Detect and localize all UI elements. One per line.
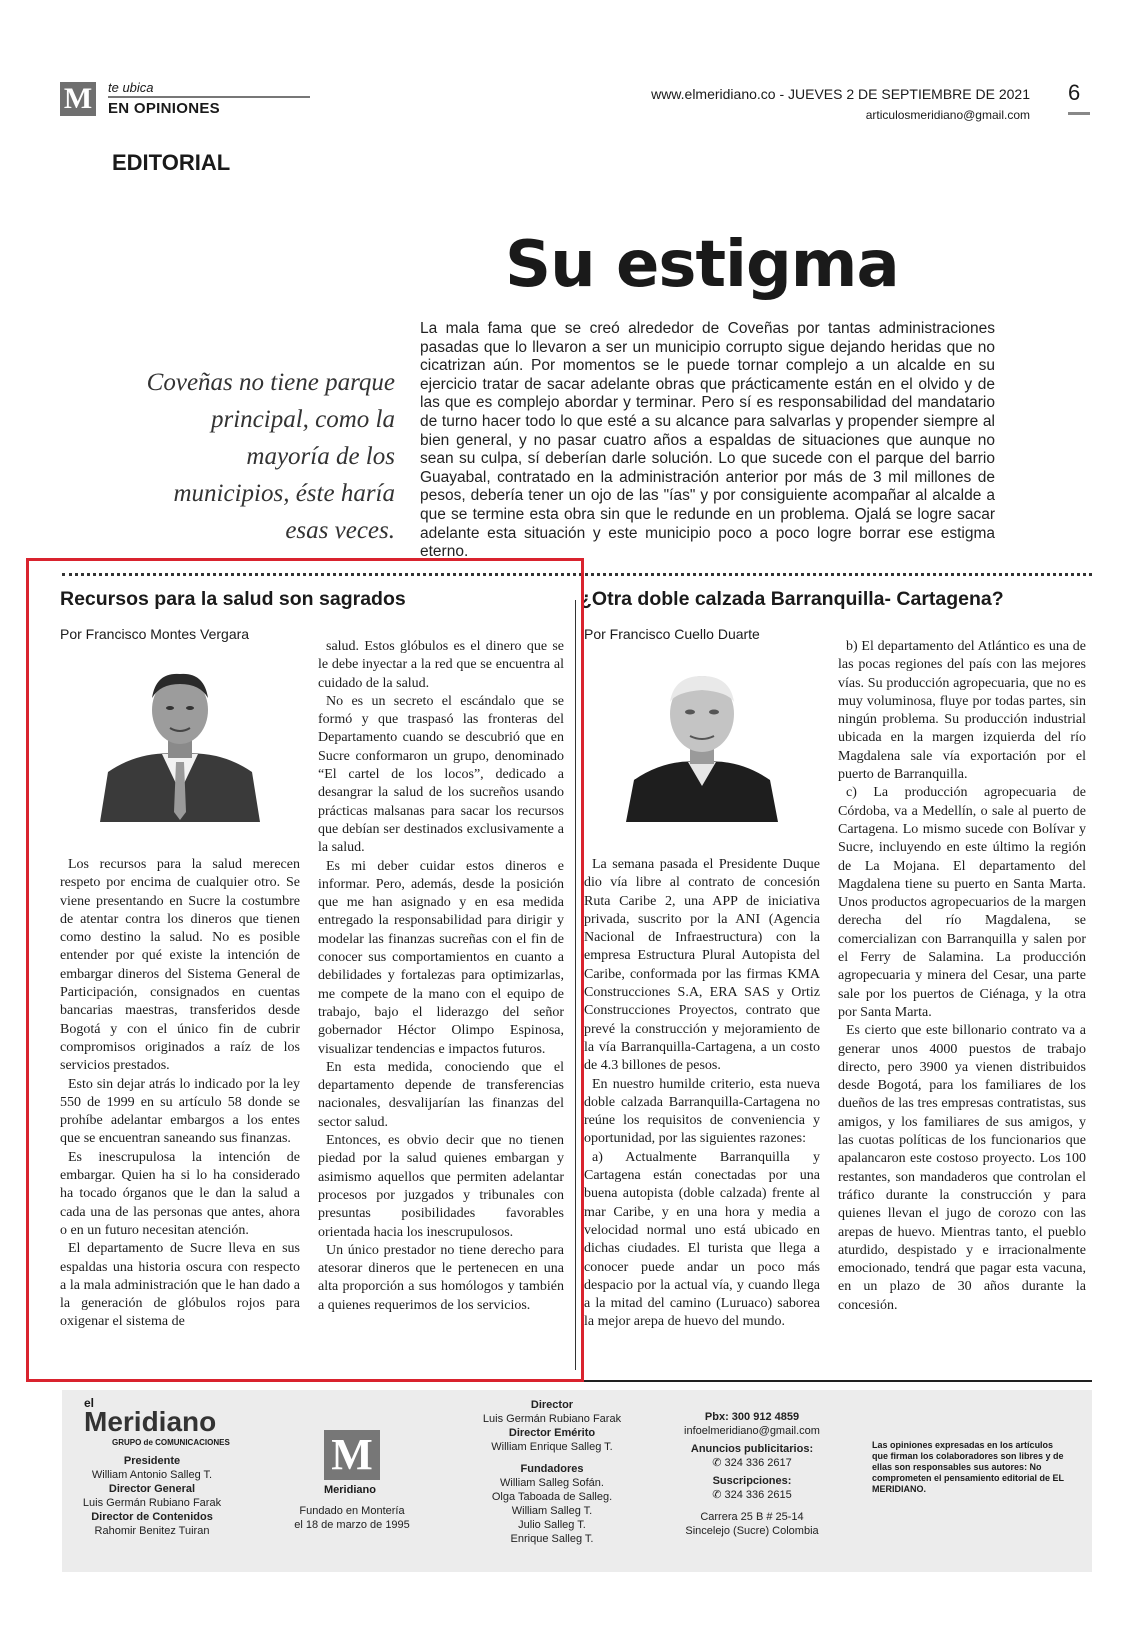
page-number: 6 (1068, 80, 1081, 105)
fundadores-label: Fundadores (520, 1463, 584, 1475)
meridiano-logo-icon: M (324, 1430, 380, 1480)
paragraph: En nuestro humilde criterio, esta nueva doble calzada Barranquilla-Cartagena no reúne los requisitos de conveniencia y oportunidad, por las siguientes razones: (584, 1076, 820, 1147)
paragraph: Es inescrupulosa la intención de embargar. Quien ha si lo ha considerado ha tocado órganos que le dan la salud a cada una de las personas que antes, ahora o en un futuro necesitan atención. (60, 1149, 300, 1238)
address-line1: Carrera 25 B # 25-14 (700, 1511, 804, 1523)
article2-title: ¿Otra doble calzada Barranquilla- Cartagena? (580, 588, 1004, 610)
pbx: Pbx: 300 912 4859 (704, 1411, 800, 1423)
header-rule (108, 96, 310, 98)
article1-title: Recursos para la salud son sagrados (60, 588, 406, 610)
paragraph: No es un secreto el escándalo que se formó y que traspasó las fronteras del Departamento cuando se descubrió que en Sucre conformaron un grupo, denominado “El cartel de los locos”, dedicado a desangrar la salud de los sucreños usando prácticas malsanas para sacar los recursos que debían ser destinados exclusivamente a la salud. (318, 693, 564, 856)
director-general-name: Luis Germán Rubiano Farak (82, 1497, 222, 1509)
contact-info (667, 1410, 837, 1538)
paragraph: El departamento de Sucre lleva en sus espaldas una historia oscura con respecto a la mala administración que le han dado a la generación de glóbulos rojos para oxigenar el sistema de (60, 1241, 300, 1330)
paragraph: Es cierto que este billonario contrato va a generar unos 4000 puestos de trabajo directo, pero 3900 ya vienen distribuidos desde Bogotá, para los familiares de los dueños de las tres empresas contratistas, sus amigos, y los familiares de sus amigos, y las cuotas políticas de los funcionarios que apalancaron este costoso proyecto. Los 100 restantes, son mandaderos que controlan el tráfico durante la construcción y para quienes llevan el jugo de corozo con las arepas de huevo. Mientras tanto, el pueblo aturdido, despistado y e irracionalmente emocionado, tendrá que pagar esta vacuna, en un plazo de 30 años durante la concesión. (838, 1023, 1086, 1313)
address-line2: Sincelejo (Sucre) Colombia (685, 1525, 819, 1537)
presidente-label: Presidente (123, 1455, 181, 1467)
director-contenidos-name: Rahomir Benitez Tuiran (94, 1525, 210, 1537)
section-logo-icon: M (60, 82, 96, 116)
masthead-left (62, 1454, 242, 1538)
site-date: www.elmeridiano.co - JUEVES 2 DE SEPTIEMBRE DE 2021 (651, 86, 1030, 102)
director-general-label: Director General (108, 1483, 196, 1495)
footer (62, 1390, 1092, 1572)
director-emerito-label: Director Emérito (508, 1427, 596, 1439)
fundador: Olga Taboada de Salleg. (491, 1491, 613, 1503)
fundado-date: el 18 de marzo de 1995 (294, 1519, 410, 1531)
article2-byline: Por Francisco Cuello Duarte (584, 626, 760, 642)
article1-byline: Por Francisco Montes Vergara (60, 626, 250, 642)
disclaimer: Las opiniones expresadas en los artículos que firman los colaboradores son libres y de ellas son responsables sus autores: No comprometen el pensamiento editorial de EL MERIDIANO. (872, 1440, 1064, 1494)
masthead-center (472, 1398, 632, 1546)
paragraph: Los recursos para la salud merecen respeto por encima de cualquier otro. Se viene presentando en Sucre la costumbre de atentar contra los dineros que tienen como destino la salud. No es posible entender por qué existe la intención de embargar dineros del Sistema General de Participación, consignados en cuentas bancarias maestras, transferidos desde Bogotá y con el único fin de cubrir compromisos originados a raíz de los servicios prestados. (60, 857, 300, 1074)
fundador: Enrique Salleg T. (510, 1533, 594, 1545)
suscripciones-phone: 324 336 2615 (724, 1489, 792, 1501)
header-email: articulosmeridiano@gmail.com (865, 108, 1030, 122)
paragraph: Es mi deber cuidar estos dineros e informar. Pero, además, desde la posición que me han asignado y en esa medida entregado la responsabilidad para dirigir y modelar las finanzas sucreñas con el fin de conocer sus comportamientos en cuanto a debilidades y fortalezas para optimizarlas, me compete de la mano con el equipo de trabajo, bajo el liderazgo del señor gobernador Héctor Olimpo Espinosa, visualizar tendencias e impactos futuros. (318, 858, 564, 1057)
section-name: EN OPINIONES (108, 100, 220, 117)
anuncios-phone: 324 336 2617 (724, 1457, 792, 1469)
editorial-title: Su estigma (505, 228, 899, 302)
fundador: William Salleg Sofán. (500, 1477, 604, 1489)
fundador: Julio Salleg T. (518, 1519, 586, 1531)
whatsapp-icon: ✆ (712, 1489, 722, 1501)
fundador: William Salleg T. (511, 1505, 593, 1517)
paragraph: Entonces, es obvio decir que no tienen piedad por la salud quienes embargan y asimismo aquellos que permiten adelantar procesos por juzgados y tribunales con presuntas posibilidades favorables orientada hacia los inescrupulosos. (318, 1133, 564, 1240)
paragraph: La semana pasada el Presidente Duque dio vía libre al contrato de concesión Ruta Caribe 2, una APP de iniciativa privada, suscrito por la ANI (Agencia Nacional de Infraestructura) con la empresa Estructura Plural Autopista del Caribe, conformada por las firmas KMA Construcciones S.A, ERA SAS y Ortiz Construcciones Proyectos, contrato que prevé la construcción y mejoramiento de la vía Barranquilla-Cartagena, a un costo de 4.3 billones de pesos. (584, 857, 820, 1074)
editorial-body: La mala fama que se creó alrededor de Coveñas por tantas administraciones pasadas que lo llevaron a ser un municipio corrupto sigue dejando heridas que no cicatrizan aún. Por momentos se le puede tornar complejo a un alcalde en su ejercicio tratar de sacar adelante obras que prácticamente están en el olvido y de las que es complejo abordar y terminar. Pero sí es responsabilidad del mandatario de turno hacer todo lo que esté a su alcance para salvarlas y propender siempre al bien general, y no pasar cuatro años a espaldas de situaciones que aunque no sean su culpa, sí deberían darle solución. Lo que sucede con el parque del barrio Guayabal, contratado en la administración anterior por más de 3 mil millones de pesos, debería tener un ojo de las "ías" y por consiguiente acompañar al alcalde a que se termine esta obra sin que le redunde en un problema. Ojalá se logre sacar adelante esta situación y este municipio poco a poco logre borrar ese estigma eterno. (420, 320, 995, 561)
director-contenidos-label: Director de Contenidos (91, 1511, 213, 1523)
highlight-box (26, 558, 584, 1382)
article2-column1 (584, 856, 820, 1332)
director-emerito-name: William Enrique Salleg T. (491, 1441, 613, 1453)
section-editorial-label: EDITORIAL (112, 150, 231, 175)
paragraph: En esta medida, conociendo que el departamento depende de transferencias nacionales, desvalijarían las finanzas del sector salud. (318, 1059, 564, 1130)
editorial-quote: Coveñas no tiene parque principal, como la mayoría de los municipios, éste haría esas veces. (146, 369, 395, 544)
anuncios-label: Anuncios publicitarios: (690, 1443, 814, 1455)
paragraph: b) El departamento del Atlántico es una de las pocas regiones del país con las mejores vías. Su producción agropecuaria, que no es muy voluminosa, fluye por todas partes, sin ningún problema. Su producción industrial ubicada en la margen izquierda del río Magdalena sale vía exportación por el puerto de Barranquilla. (838, 639, 1086, 783)
paragraph: salud. Estos glóbulos es el dinero que se le debe inyectar a la red que se encuentra al cuidado de la salud. (318, 639, 564, 691)
suscripciones-label: Suscripciones: (712, 1475, 792, 1487)
brand-el: el (84, 1396, 95, 1410)
brand-sub: GRUPO de COMUNICACIONES (112, 1438, 230, 1447)
fundado-label: Fundado en Montería (299, 1505, 405, 1517)
author-photo-cuello (622, 662, 782, 822)
paragraph: c) La producción agropecuaria de Córdoba, va a Medellín, o sale al puerto de Cartagena. Lo mismo sucede con Bolívar y Sucre, incluyendo en este último la región de La Mojana. El departamento del Magdalena tiene su puerto en Santa Marta. Unos productos agropecuarios de la margen derecha del río Magdalena, se comercializan con Barranquilla y salen por el Ferry de Salamina. La producción agropecuaria y minera del Cesar, una parte sale por los puertos de Ciénaga, y la otra por Santa Marta. (838, 785, 1086, 1020)
presidente-name: William Antonio Salleg T. (91, 1469, 213, 1481)
director-name: Luis Germán Rubiano Farak (482, 1413, 622, 1425)
article2-column2 (838, 638, 1086, 1315)
paragraph: a) Actualmente Barranquilla y Cartagena están conectadas por una buena autopista (doble calzada) frente al mar Caribe, y en una hora y media a velocidad normal uno está ubicado en dichas ciudades. El turista que llega a conocer puede andar un poco más despacio por la actual vía, y cuando llega a la mitad del camino (Luruaco) saborea la mejor arepa de huevo del mundo. (584, 1149, 820, 1330)
director-label: Director (530, 1399, 574, 1411)
meridiano-logo-word: Meridiano (324, 1484, 376, 1496)
paragraph: Esto sin dejar atrás lo indicado por la ley 550 de 1999 en su artículo 58 donde se prohíbe adelantar embargos a los entes que se encuentran saneando sus finanzas. (60, 1076, 300, 1147)
paragraph: Un único prestador no tiene derecho para atesorar dineros que le pertenecen en una alta proporción a sus homólogos y también a quienes requerimos de los servicios. (318, 1242, 564, 1313)
page-number-rule (1068, 112, 1090, 115)
fundado-info (292, 1504, 412, 1532)
brand-logo: Meridiano (84, 1406, 217, 1437)
whatsapp-icon: ✆ (712, 1457, 722, 1469)
te-ubica-label: te ubica (108, 80, 154, 95)
info-email: infoelmeridiano@gmail.com (684, 1425, 820, 1437)
